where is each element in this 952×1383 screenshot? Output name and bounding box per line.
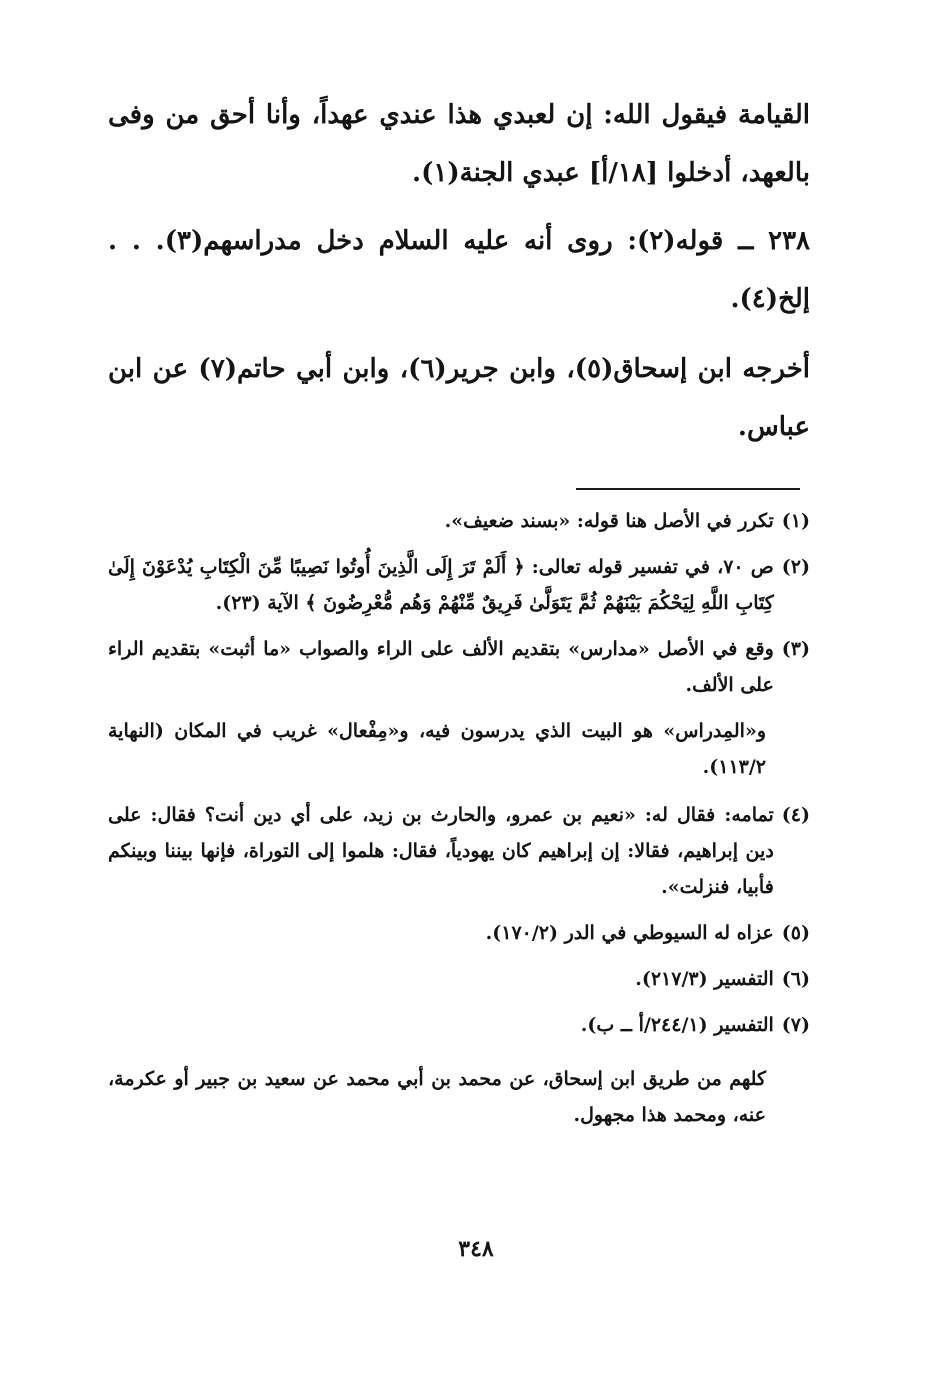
footnote-text: التفسير (٢١٧/٣).	[635, 968, 774, 990]
main-text	[108, 86, 810, 456]
footnote-5	[108, 915, 810, 951]
footnote-separator	[576, 488, 800, 490]
footnotes	[108, 503, 810, 1133]
paragraph-item-238: ٢٣٨ ــ قوله(٢): روى أنه عليه السلام دخل مدراسهم(٣). . . إلخ(٤).	[108, 226, 811, 314]
footnote-number: (٦)	[781, 968, 810, 990]
footnote-text: تكرر في الأصل هنا قوله: «بسند ضعيف».	[444, 510, 774, 532]
paragraph-sources: أخرجه ابن إسحاق(٥)، وابن جرير(٦)، وابن أبي حاتم(٧) عن ابن عباس.	[108, 354, 811, 442]
footnote-number: (٥)	[781, 922, 810, 944]
footnote-3	[108, 631, 810, 703]
footnote-6	[108, 961, 810, 997]
footnote-number: (٣)	[781, 638, 810, 660]
footnote-number: (١)	[781, 510, 810, 532]
footnote-3-continuation: و«المِدراس» هو البيت الذي يدرسون فيه، و«مِفْعال» غريب في المكان (النهاية ١١٣/٢).	[108, 720, 766, 778]
footnote-text: ص ٧٠، في تفسير قوله تعالى: ﴿ أَلَمْ تَرَ إِلَى الَّذِينَ أُوتُوا نَصِيبًا مِّنَ الْكِتَابِ يُدْعَوْنَ إِلَىٰ كِتَابِ اللَّهِ لِيَحْكُمَ بَيْنَهُمْ ثُمَّ يَتَوَلَّىٰ فَرِيقٌ مِّنْهُمْ وَهُم مُّعْرِضُونَ ﴾ الآية (٢٣).	[108, 556, 774, 614]
footnote-7	[108, 1007, 810, 1043]
footnote-text: التفسير (٢٤٤/١/أ ــ ب).	[580, 1014, 774, 1036]
page-number: ٣٤٨	[458, 1236, 494, 1262]
footnote-1	[108, 503, 810, 539]
footnote-text: تمامه: فقال له: «نعيم بن عمرو، والحارث بن زيد، على أي دين أنت؟ فقال: على دين إبراهيم، فقالا: إن إبراهيم كان يهودياً، فقال: هلموا إلى التوراة، فإنها بيننا وبينكم فأبيا، فنزلت».	[108, 804, 774, 898]
footnote-text: عزاه له السيوطي في الدر (١٧٠/٢).	[485, 922, 774, 944]
footnote-2	[108, 549, 810, 621]
footnote-number: (٧)	[781, 1014, 810, 1036]
footnote-number: (٢)	[781, 556, 810, 578]
footnote-4	[108, 797, 810, 905]
closing-paragraph: كلهم من طريق ابن إسحاق، عن محمد بن أبي محمد عن سعيد بن جبير أو عكرمة، عنه، ومحمد هذا مجهول.	[108, 1068, 766, 1126]
footnote-text: وقع في الأصل «مدارس» بتقديم الألف على الراء والصواب «ما أثبت» بتقديم الراء على الألف.	[108, 638, 774, 696]
footnote-number: (٤)	[781, 804, 810, 826]
paragraph-hadith-end: القيامة فيقول الله: إن لعبدي هذا عندي عهداً، وأنا أحق من وفى بالعهد، أدخلوا [١٨/أ] عبدي الجنة(١).	[108, 100, 810, 188]
